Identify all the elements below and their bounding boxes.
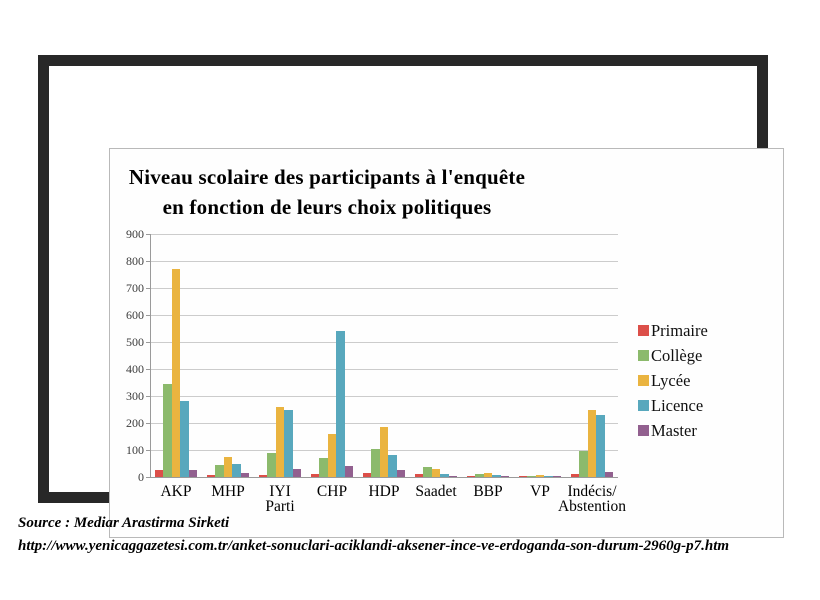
x-category-label-line: Abstention — [557, 498, 627, 515]
bar-lycee-mhp — [224, 457, 233, 477]
x-category-label-indecis — [558, 484, 626, 514]
x-category-label-line: Saadet — [415, 483, 457, 500]
x-category-label-line: AKP — [160, 483, 192, 500]
legend — [638, 321, 708, 446]
chart-title — [110, 162, 544, 222]
legend-label: Collège — [651, 346, 703, 365]
bar-licence-indecis — [596, 415, 605, 477]
source-url: http://www.yenicaggazetesi.com.tr/anket-sonuclari-aciklandi-aksener-ince-ve-erdoganda-son-durum-2960g-p7.htm — [18, 538, 730, 554]
chart-panel — [109, 148, 784, 538]
bar-licence-chp — [336, 331, 345, 477]
x-axis-line — [150, 477, 618, 478]
legend-item-primaire — [638, 321, 708, 340]
y-tick-label: 600 — [126, 308, 144, 322]
gridline — [150, 315, 618, 316]
x-category-label-line: IYI — [269, 483, 291, 500]
bar-college-bbp — [475, 474, 484, 477]
x-category-label-bbp — [473, 484, 502, 499]
bar-master-vp — [553, 476, 562, 478]
source-attribution: Source : Mediar Arastirma Sirketi — [18, 515, 230, 531]
y-tick-label: 900 — [126, 227, 144, 241]
gridline — [150, 342, 618, 343]
bar-master-chp — [345, 466, 354, 477]
bar-lycee-bbp — [484, 473, 493, 477]
bar-primaire-akp — [155, 470, 164, 477]
y-tick-label: 0 — [138, 470, 144, 484]
bar-master-bbp — [501, 476, 510, 478]
bar-licence-hdp — [388, 455, 397, 477]
x-category-label-iyi — [265, 484, 294, 514]
x-category-label-akp — [160, 484, 191, 499]
bar-college-saadet — [423, 467, 432, 477]
gridline — [150, 234, 618, 235]
y-tick-label: 300 — [126, 389, 144, 403]
gridline — [150, 261, 618, 262]
bar-master-mhp — [241, 473, 250, 477]
chart-title-line2: en fonction de leurs choix politiques — [162, 195, 492, 219]
bar-college-vp — [527, 476, 536, 478]
bar-primaire-indecis — [571, 474, 580, 477]
legend-swatch-icon — [638, 425, 649, 436]
bar-primaire-iyi — [259, 475, 268, 477]
y-tick-label: 100 — [126, 443, 144, 457]
x-category-label-line: BBP — [473, 483, 503, 500]
legend-label: Primaire — [651, 321, 708, 340]
bar-lycee-iyi — [276, 407, 285, 477]
bar-lycee-saadet — [432, 469, 441, 477]
bar-primaire-bbp — [467, 476, 476, 478]
x-category-label-line: VP — [530, 483, 550, 500]
bar-primaire-chp — [311, 474, 320, 477]
bar-licence-vp — [544, 476, 553, 478]
bar-master-indecis — [605, 472, 614, 477]
bar-licence-bbp — [492, 475, 501, 477]
y-axis-line — [150, 234, 151, 477]
gridline — [150, 369, 618, 370]
y-tick-label: 200 — [126, 416, 144, 430]
legend-item-lycee — [638, 371, 708, 390]
source-text — [18, 512, 729, 558]
bar-master-saadet — [449, 476, 458, 478]
gridline — [150, 288, 618, 289]
bar-college-akp — [163, 384, 172, 477]
legend-swatch-icon — [638, 325, 649, 336]
x-category-label-hdp — [368, 484, 399, 499]
x-category-label-line: Parti — [265, 498, 295, 515]
bar-primaire-hdp — [363, 473, 372, 477]
y-tick-label: 800 — [126, 254, 144, 268]
gridline — [150, 396, 618, 397]
bar-licence-mhp — [232, 464, 241, 478]
legend-label: Master — [651, 421, 697, 440]
bar-master-hdp — [397, 470, 406, 477]
bar-college-chp — [319, 458, 328, 477]
chart-frame — [38, 55, 768, 515]
legend-item-master — [638, 421, 708, 440]
legend-item-licence — [638, 396, 708, 415]
legend-label: Lycée — [651, 371, 691, 390]
bar-licence-saadet — [440, 474, 449, 477]
x-category-label-line: HDP — [368, 483, 400, 500]
bar-lycee-indecis — [588, 410, 597, 478]
bar-licence-akp — [180, 401, 189, 477]
bar-master-akp — [189, 470, 198, 477]
x-category-label-line: CHP — [316, 483, 348, 500]
legend-swatch-icon — [638, 375, 649, 386]
bar-primaire-saadet — [415, 474, 424, 477]
bar-lycee-akp — [172, 269, 181, 477]
bar-master-iyi — [293, 469, 302, 477]
legend-swatch-icon — [638, 350, 649, 361]
bar-college-indecis — [579, 451, 588, 477]
y-tick-label: 700 — [126, 281, 144, 295]
chart-title-line1: Niveau scolaire des participants à l'enquête — [128, 165, 526, 189]
bar-licence-iyi — [284, 410, 293, 478]
x-category-label-line: MHP — [211, 483, 245, 500]
y-tick-label: 500 — [126, 335, 144, 349]
legend-swatch-icon — [638, 400, 649, 411]
legend-item-college — [638, 346, 708, 365]
x-category-label-saadet — [415, 484, 456, 499]
bar-college-hdp — [371, 449, 380, 477]
x-category-label-line: Indécis/ — [567, 483, 617, 500]
x-category-label-chp — [317, 484, 347, 499]
gridline — [150, 423, 618, 424]
x-category-label-mhp — [211, 484, 245, 499]
x-category-label-vp — [530, 484, 550, 499]
y-tick-label: 400 — [126, 362, 144, 376]
bar-lycee-vp — [536, 475, 545, 477]
bar-college-mhp — [215, 465, 224, 477]
legend-label: Licence — [651, 396, 704, 415]
bar-lycee-chp — [328, 434, 337, 477]
bar-primaire-vp — [519, 476, 528, 478]
bar-lycee-hdp — [380, 427, 389, 477]
bar-college-iyi — [267, 453, 276, 477]
bar-primaire-mhp — [207, 475, 216, 477]
